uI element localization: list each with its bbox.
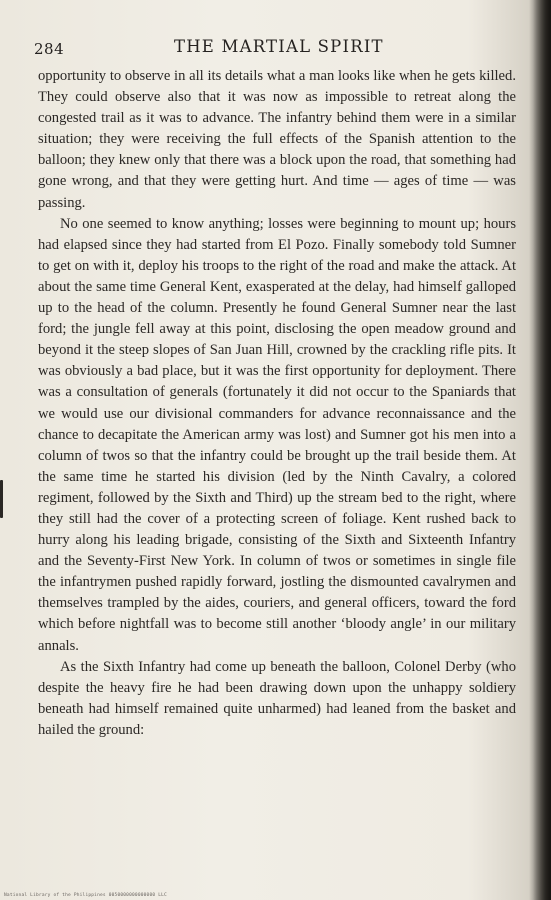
paragraph-1: opportunity to observe in all its details what a man looks like when he gets killed. They could observe also that it was now as impossible to retreat along the congested trail as it was to advance. The infantry behind them were in a similar situation; they were receiving the full effects of the Spanish attention to the balloon; they knew only that there was a block upon the road, that something had gone wrong, and that they were getting hurt. And time — ages of time — was passing. <box>38 68 516 211</box>
scan-edge-mark <box>0 480 3 518</box>
body-text <box>38 66 516 741</box>
running-head: THE MARTIAL SPIRIT <box>174 37 384 56</box>
spine-shadow <box>533 0 551 900</box>
page-header <box>34 37 516 59</box>
paragraph-3: As the Sixth Infantry had come up beneath the balloon, Colonel Derby (who despite the heavy fire he had been drawing down upon the unhappy soldiery beneath had himself remained quite unharmed) had leaned from the basket and hailed the ground: <box>38 658 516 738</box>
paragraph-2: No one seemed to know anything; losses were beginning to mount up; hours had elapsed since they had started from El Pozo. Finally somebody told Sumner to get on with it, deploy his troops to the right of the road and make the attack. At about the same time General Kent, exasperated at the delay, had himself galloped up to the head of the column. Presently he found General Sumner near the last ford; the jungle fell away at this point, disclosing the open meadow ground and beyond it the steep slopes of San Juan Hill, crowned by the crackling rifle pits. It was obviously a bad place, but it was the first opportunity for deployment. There was a consultation of generals (fortunately it did not occur to the Spaniards that we would use our divisional commanders for advance reconnaissance and the chance to decapitate the American army was lost) and Sumner got his men into a column of twos so that the infantry could be brought up the trail beside them. At the same time he started his division (led by the Ninth Cavalry, a colored regiment, followed by the Sixth and Third) up the stream bed to the right, where they still had the cover of a protecting screen of foliage. Kent rushed back to hurry along his leading brigade, consisting of the Sixth and Sixteenth Infantry and the Seventy-First New York. In column of twos or sometimes in single file the infantrymen pushed rapidly forward, jostling the dismounted cavalrymen and themselves trampled by the aides, couriers, and general officers, toward the ford which before nightfall was to become still another ‘bloody angle’ in our military annals. <box>38 215 516 654</box>
page-number: 284 <box>34 40 65 58</box>
scan-stamp: National Library of the Philippines 0050000000000000 LLC <box>4 893 167 898</box>
